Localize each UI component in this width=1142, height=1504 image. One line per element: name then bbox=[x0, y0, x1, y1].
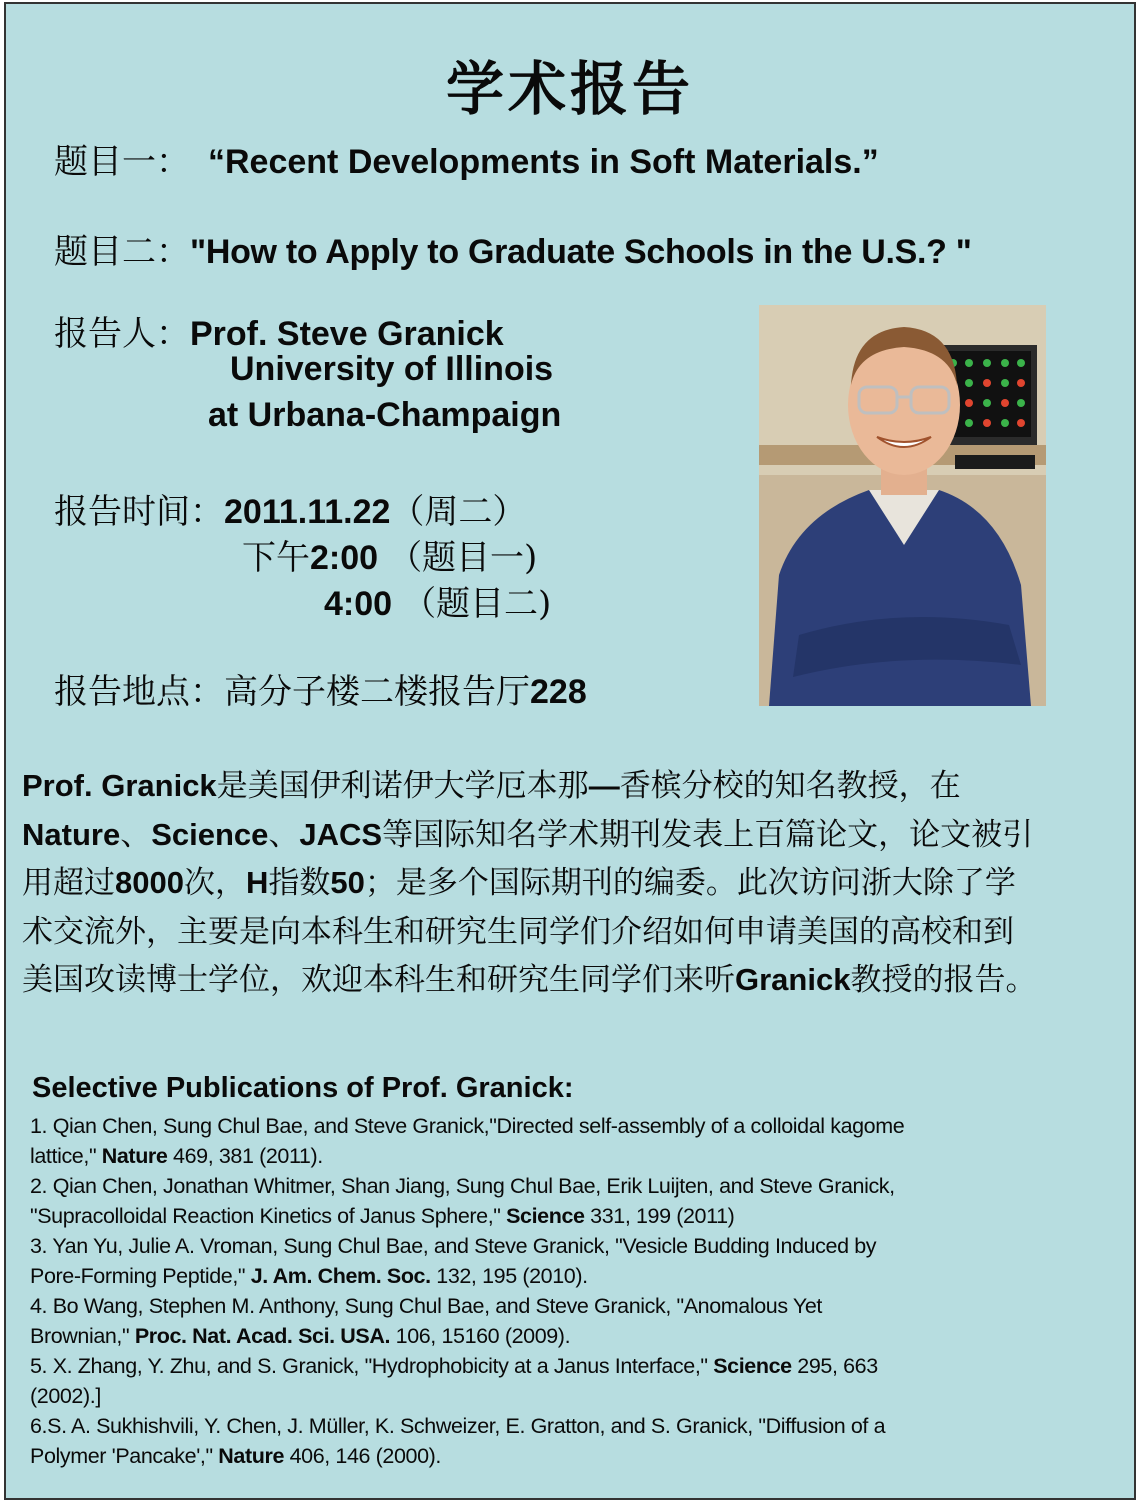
description-line-4: 术交流外，主要是向本科生和研究生同学们介绍如何申请美国的高校和到 bbox=[22, 913, 1014, 950]
publication-4-line-2 bbox=[30, 1321, 1120, 1351]
speaker-affiliation-2: at Urbana-Champaign bbox=[208, 396, 562, 434]
publication-1-line-2 bbox=[30, 1141, 1120, 1171]
pub-text: 331, 199 (2011) bbox=[584, 1204, 735, 1228]
poster-title: 学术报告 bbox=[445, 55, 694, 123]
pub-journal: J. Am. Chem. Soc. bbox=[250, 1264, 431, 1288]
desc-name: Granick bbox=[735, 962, 851, 997]
publications-heading: Selective Publications of Prof. Granick: bbox=[32, 1072, 574, 1104]
topic-2-label: 题目二： bbox=[54, 232, 190, 272]
pub-text: 5. X. Zhang, Y. Zhu, and S. Granick, "Hydrophobicity at a Janus Interface," bbox=[30, 1354, 714, 1378]
desc-number: 8000 bbox=[115, 865, 184, 900]
topic-1-label: 题目一： bbox=[54, 142, 190, 182]
publication-2-line-1: 2. Qian Chen, Jonathan Whitmer, Shan Jiang, Sung Chul Bae, Erik Luijten, and Steve Granick, bbox=[30, 1174, 895, 1198]
desc-text: 、 bbox=[268, 816, 300, 853]
speaker-photo bbox=[759, 305, 1046, 706]
desc-journal: Science bbox=[151, 816, 269, 852]
pub-text: Polymer 'Pancake'," bbox=[30, 1444, 219, 1468]
pub-journal: Science bbox=[506, 1204, 585, 1228]
description-line-5 bbox=[22, 956, 1122, 1005]
time-date: 2011.11.22 bbox=[224, 493, 391, 531]
desc-text: ；是多个国际期刊的编委。此次访问浙大除了学 bbox=[364, 865, 1016, 901]
publication-5-line-2: (2002).] bbox=[30, 1384, 101, 1408]
time-slot-1-time: 2:00 bbox=[310, 539, 379, 577]
desc-text: 香槟分校的知名教授，在 bbox=[619, 768, 961, 804]
desc-text: 是美国伊利诺伊大学厄本那 bbox=[216, 768, 589, 804]
pub-journal: Nature bbox=[218, 1444, 284, 1468]
description bbox=[22, 762, 1122, 1005]
desc-journal: JACS bbox=[299, 816, 383, 852]
time-weekday: （周二） bbox=[390, 492, 527, 532]
publication-1-line-1: 1. Qian Chen, Sung Chul Bae, and Steve Granick,"Directed self-assembly of a colloidal kagome bbox=[30, 1114, 905, 1138]
place-text: 高分子楼二楼报告厅 bbox=[224, 672, 530, 712]
topic-2 bbox=[54, 224, 972, 273]
speaker-label: 报告人： bbox=[54, 314, 190, 354]
time-line bbox=[54, 484, 526, 533]
pub-text: "Supracolloidal Reaction Kinetics of Janus Sphere," bbox=[30, 1204, 507, 1228]
topic-1 bbox=[54, 134, 879, 183]
description-line-2 bbox=[22, 811, 1122, 860]
pub-text: lattice," bbox=[30, 1144, 102, 1168]
pub-text: 469, 381 (2011). bbox=[167, 1144, 323, 1168]
publication-2-line-2 bbox=[30, 1201, 1120, 1231]
time-label: 报告时间： bbox=[54, 492, 224, 532]
time-slot-2-topic: （题目二) bbox=[402, 584, 552, 624]
desc-text: 次， bbox=[183, 865, 246, 901]
pub-text: Brownian," bbox=[30, 1324, 135, 1348]
pub-journal: Proc. Nat. Acad. Sci. USA. bbox=[134, 1324, 391, 1348]
time-slot-1-prefix: 下午 bbox=[242, 538, 310, 578]
time-slot-1 bbox=[242, 530, 537, 579]
desc-number: H bbox=[245, 865, 269, 900]
desc-text: 用超过 bbox=[22, 865, 115, 901]
desc-journal: Nature bbox=[22, 816, 121, 852]
place-line bbox=[54, 664, 587, 713]
speaker-photo-illustration bbox=[759, 305, 1046, 706]
description-line-3 bbox=[22, 859, 1122, 908]
time-slot-1-topic: （题目一) bbox=[388, 538, 538, 578]
desc-text: 指数 bbox=[268, 865, 331, 901]
publication-4-line-1: 4. Bo Wang, Stephen M. Anthony, Sung Chul Bae, and Steve Granick, "Anomalous Yet bbox=[30, 1294, 822, 1318]
place-label: 报告地点： bbox=[54, 672, 224, 712]
speaker-line bbox=[54, 306, 504, 355]
pub-text: 406, 146 (2000). bbox=[284, 1444, 441, 1468]
desc-number: 50 bbox=[330, 865, 365, 900]
publication-3-line-1: 3. Yan Yu, Julie A. Vroman, Sung Chul Bae, and Steve Granick, "Vesicle Budding Induced by bbox=[30, 1234, 877, 1258]
pub-journal: Nature bbox=[101, 1144, 168, 1168]
desc-text: 美国攻读博士学位，欢迎本科生和研究生同学们来听 bbox=[22, 962, 735, 998]
pub-text: Pore-Forming Peptide," bbox=[30, 1264, 251, 1288]
pub-journal: Science bbox=[713, 1354, 792, 1378]
publications-list bbox=[30, 1111, 1120, 1471]
pub-text: 106, 15160 (2009). bbox=[390, 1324, 571, 1348]
desc-dash: — bbox=[588, 768, 620, 803]
topic-1-text: “Recent Developments in Soft Materials.” bbox=[208, 143, 879, 181]
publication-6-line-2 bbox=[30, 1441, 1120, 1471]
speaker-affiliation-1: University of Illinois bbox=[230, 350, 554, 388]
publication-5-line-1 bbox=[30, 1351, 1120, 1381]
poster bbox=[4, 2, 1136, 1500]
desc-text: 等国际知名学术期刊发表上百篇论文，论文被引 bbox=[382, 816, 1034, 853]
pub-text: 295, 663 bbox=[791, 1354, 878, 1378]
pub-text: 132, 195 (2010). bbox=[430, 1264, 588, 1288]
time-slot-2 bbox=[324, 576, 551, 625]
desc-text: 、 bbox=[120, 816, 152, 853]
publication-3-line-2 bbox=[30, 1261, 1120, 1291]
topic-2-text: "How to Apply to Graduate Schools in the U.S.? " bbox=[190, 233, 972, 271]
place-room: 228 bbox=[530, 673, 587, 711]
speaker-name: Prof. Steve Granick bbox=[190, 315, 504, 353]
desc-name: Prof. Granick bbox=[22, 768, 217, 803]
description-line-1 bbox=[22, 762, 1122, 811]
publication-6-line-1: 6.S. A. Sukhishvili, Y. Chen, J. Müller, K. Schweizer, E. Gratton, and S. Granick, "Diffusion of a bbox=[30, 1414, 886, 1438]
desc-text: 教授的报告。 bbox=[850, 962, 1037, 998]
time-slot-2-time: 4:00 bbox=[324, 585, 393, 623]
